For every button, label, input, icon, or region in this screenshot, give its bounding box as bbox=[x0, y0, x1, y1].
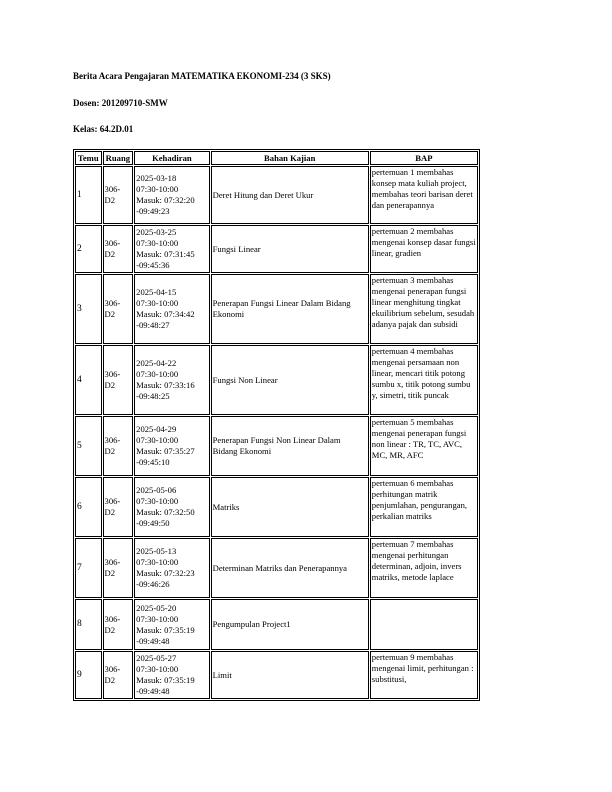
cell-ruang: 306- D2 bbox=[103, 477, 134, 537]
cell-kehadiran: 2025-05-13 07:30-10:00 Masuk: 07:32:23 -09:46:26 bbox=[134, 538, 210, 598]
cell-ruang: 306- D2 bbox=[103, 599, 134, 650]
cell-ruang: 306- D2 bbox=[103, 538, 134, 598]
cell-bap: pertemuan 1 membahas konsep mata kuliah project, membahas teori barisan deret dan penerapannya bbox=[370, 166, 478, 224]
table-row bbox=[75, 651, 478, 699]
cell-ruang: 306- D2 bbox=[103, 166, 134, 224]
cell-temu: 5 bbox=[75, 416, 102, 476]
table-row bbox=[75, 166, 478, 224]
cell-kehadiran: 2025-04-22 07:30-10:00 Masuk: 07:33:16 -09:48:25 bbox=[134, 345, 210, 415]
cell-temu: 9 bbox=[75, 651, 102, 699]
cell-kehadiran: 2025-03-18 07:30-10:00 Masuk: 07:32:20 -09:49:23 bbox=[134, 166, 210, 224]
cell-temu: 1 bbox=[75, 166, 102, 224]
table-row bbox=[75, 274, 478, 344]
cell-bahan-kajian: Limit bbox=[211, 651, 369, 699]
column-header-bahan-kajian: Bahan Kajian bbox=[211, 151, 369, 165]
table-row bbox=[75, 416, 478, 476]
cell-bap: pertemuan 5 membahas mengenai penerapan fungsi non linear : TR, TC, AVC, MC, MR, AFC bbox=[370, 416, 478, 476]
cell-ruang: 306- D2 bbox=[103, 651, 134, 699]
cell-temu: 2 bbox=[75, 225, 102, 273]
cell-bahan-kajian: Matriks bbox=[211, 477, 369, 537]
cell-bahan-kajian: Pengumpulan Project1 bbox=[211, 599, 369, 650]
cell-temu: 7 bbox=[75, 538, 102, 598]
column-header-kehadiran: Kehadiran bbox=[134, 151, 210, 165]
lecturer-label: Dosen: 201209710-SMW bbox=[73, 98, 168, 108]
table-header-row bbox=[75, 151, 478, 165]
attendance-table bbox=[73, 149, 480, 701]
cell-bahan-kajian: Fungsi Non Linear bbox=[211, 345, 369, 415]
cell-bahan-kajian: Penerapan Fungsi Non Linear Dalam Bidang Ekonomi bbox=[211, 416, 369, 476]
document-title: Berita Acara Pengajaran MATEMATIKA EKONOMI-234 (3 SKS) bbox=[73, 71, 331, 81]
cell-ruang: 306- D2 bbox=[103, 416, 134, 476]
table-row bbox=[75, 538, 478, 598]
cell-ruang: 306- D2 bbox=[103, 225, 134, 273]
cell-ruang: 306- D2 bbox=[103, 345, 134, 415]
cell-bahan-kajian: Determinan Matriks dan Penerapannya bbox=[211, 538, 369, 598]
table-row bbox=[75, 225, 478, 273]
cell-bahan-kajian: Fungsi Linear bbox=[211, 225, 369, 273]
cell-bap: pertemuan 4 membahas mengenai persamaan non linear, mencari titik potong sumbu x, titik potong sumbu y, simetri, titik puncak bbox=[370, 345, 478, 415]
cell-bap: pertemuan 6 membahas perhitungan matrik penjumlahan, pengurangan, perkalian matriks bbox=[370, 477, 478, 537]
cell-bap bbox=[370, 599, 478, 650]
table-row bbox=[75, 477, 478, 537]
cell-bap: pertemuan 7 membahas mengenai perhitungan determinan, adjoin, invers matriks, metode laplace bbox=[370, 538, 478, 598]
cell-bap: pertemuan 9 membahas mengenai limit, perhitungan : substitusi, bbox=[370, 651, 478, 699]
cell-temu: 6 bbox=[75, 477, 102, 537]
cell-kehadiran: 2025-03-25 07:30-10:00 Masuk: 07:31:45 -09:45:36 bbox=[134, 225, 210, 273]
class-label: Kelas: 64.2D.01 bbox=[73, 124, 134, 134]
table-row bbox=[75, 345, 478, 415]
cell-kehadiran: 2025-05-06 07:30-10:00 Masuk: 07:32:50 -09:49:50 bbox=[134, 477, 210, 537]
cell-kehadiran: 2025-05-27 07:30-10:00 Masuk: 07:35:19 -09:49:48 bbox=[134, 651, 210, 699]
cell-kehadiran: 2025-05-20 07:30-10:00 Masuk: 07:35:19 -09:49:48 bbox=[134, 599, 210, 650]
cell-temu: 3 bbox=[75, 274, 102, 344]
column-header-ruang: Ruang bbox=[103, 151, 134, 165]
column-header-bap: BAP bbox=[370, 151, 478, 165]
cell-bahan-kajian: Deret Hitung dan Deret Ukur bbox=[211, 166, 369, 224]
cell-temu: 4 bbox=[75, 345, 102, 415]
cell-bap: pertemuan 3 membahas mengenai penerapan fungsi linear menghitung tingkat ekuilibrium sebelum, sesudah adanya pajak dan subsidi bbox=[370, 274, 478, 344]
cell-bahan-kajian: Penerapan Fungsi Linear Dalam Bidang Ekonomi bbox=[211, 274, 369, 344]
cell-kehadiran: 2025-04-15 07:30-10:00 Masuk: 07:34:42 -09:48:27 bbox=[134, 274, 210, 344]
cell-temu: 8 bbox=[75, 599, 102, 650]
cell-bap: pertemuan 2 membahas mengenai konsep dasar fungsi linear, gradien bbox=[370, 225, 478, 273]
cell-kehadiran: 2025-04-29 07:30-10:00 Masuk: 07:35:27 -09:45:10 bbox=[134, 416, 210, 476]
column-header-temu: Temu bbox=[75, 151, 102, 165]
cell-ruang: 306- D2 bbox=[103, 274, 134, 344]
table-row bbox=[75, 599, 478, 650]
